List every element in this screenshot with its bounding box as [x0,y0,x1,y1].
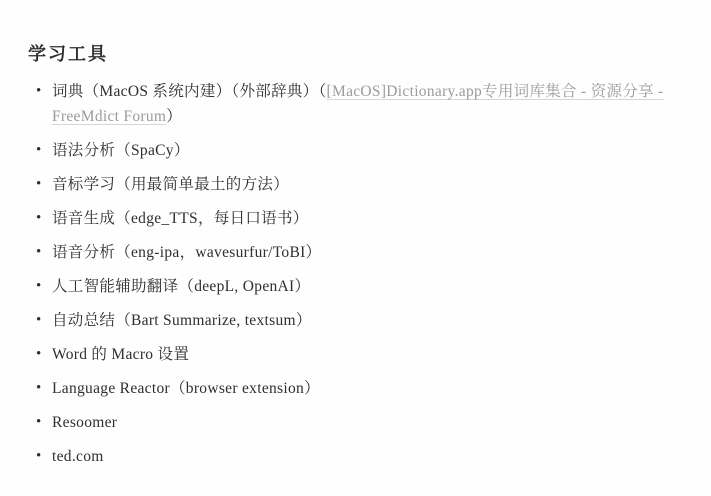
list-item-word-macro [36,342,686,367]
list-item-text: Word 的 Macro 设置 [52,346,190,363]
list-item-speech-analysis [36,240,686,265]
list-item-text: 自动总结（Bart Summarize, textsum） [52,312,312,329]
list-item-phonetic-learning [36,172,686,197]
bullet-icon: • [36,312,42,328]
bullet-icon: • [36,414,42,430]
list-item-text: 语音生成（edge_TTS，每日口语书） [52,210,309,227]
list-item-text: ted.com [52,448,104,465]
learning-tools-list [0,79,700,478]
bullet-icon: • [36,380,42,396]
bullet-icon: • [36,83,42,99]
page-title: 学习工具 [28,44,108,64]
list-item-text: 语法分析（SpaCy） [52,142,190,159]
list-item-text: Language Reactor（browser extension） [52,380,320,397]
dictionary-text-prefix: 词典（MacOS 系统内建）（外部辞典）（ [52,83,327,100]
list-item-language-reactor [36,376,686,401]
list-item-dictionary [36,79,686,129]
bullet-icon: • [36,346,42,362]
list-item-text: 人工智能辅助翻译（deepL, OpenAI） [52,278,311,295]
list-item-ted-com [36,444,686,469]
list-item-text: Resoomer [52,414,118,431]
dictionary-text-suffix: ） [166,108,183,125]
bullet-icon: • [36,176,42,192]
list-item-text: 语音分析（eng-ipa，wavesurfur/ToBI） [52,244,322,261]
list-item-text [52,79,686,129]
bullet-icon: • [36,210,42,226]
list-item-grammar-analysis [36,138,686,163]
bullet-icon: • [36,278,42,294]
bullet-icon: • [36,142,42,158]
bullet-icon: • [36,448,42,464]
list-item-text: 音标学习（用最简单最土的方法） [52,176,290,193]
freemdict-forum-link[interactable]: [MacOS]Dictionary.app专用词库集合 - 资源分享 - FreeMdict Forum [52,83,664,125]
list-item-ai-translation [36,274,686,299]
list-item-speech-generation [36,206,686,231]
list-item-auto-summary [36,308,686,333]
list-item-resoomer [36,410,686,435]
bullet-icon: • [36,244,42,260]
